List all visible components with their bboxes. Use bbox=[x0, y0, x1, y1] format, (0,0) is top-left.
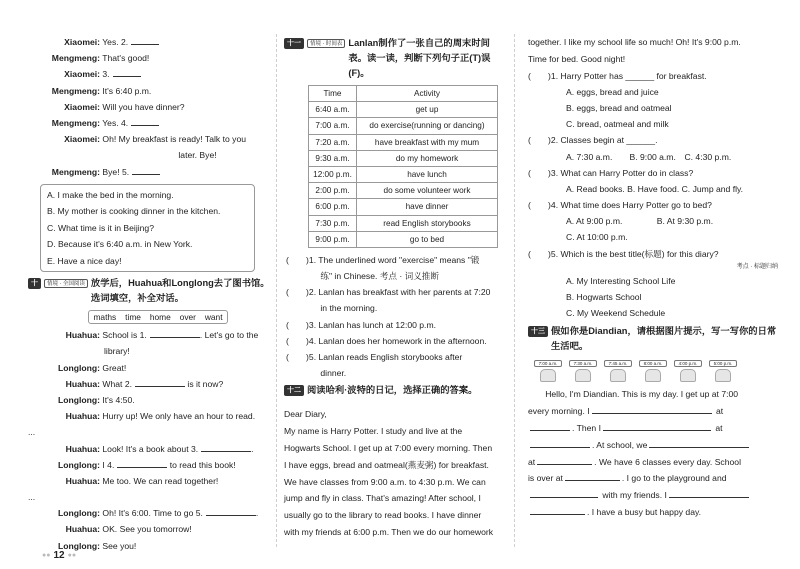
picture-prompt bbox=[569, 360, 597, 382]
picture-prompt bbox=[709, 360, 737, 382]
diary-text bbox=[284, 406, 506, 540]
dialogue-line bbox=[28, 147, 273, 163]
table-row bbox=[309, 183, 498, 199]
writing-text: with my friends. I bbox=[600, 490, 667, 501]
question-option: A. Read books. B. Have food. C. Jump and fly. bbox=[566, 183, 744, 194]
speaker-name: Huahua: bbox=[65, 475, 100, 486]
writing-task bbox=[528, 386, 778, 520]
dialogue-line bbox=[28, 131, 273, 147]
question-option: A. 7:30 a.m. B. 9:00 a.m. C. 4:30 p.m. bbox=[566, 151, 732, 162]
picture-time-label: 7:00 a.m. bbox=[534, 360, 562, 367]
table-row bbox=[309, 215, 498, 231]
speaker-name: Longlong: bbox=[58, 362, 100, 373]
speaker-name: Xiaomei: bbox=[64, 134, 100, 145]
writing-line bbox=[528, 420, 778, 437]
dialogue-text: That's good! bbox=[102, 53, 150, 64]
dialogue-line bbox=[28, 360, 273, 376]
time-cell: 6:40 a.m. bbox=[309, 102, 357, 118]
diary-line: My name is Harry Potter. I study and live at the bbox=[284, 426, 463, 437]
activity-cell: have breakfast with my mum bbox=[357, 134, 498, 150]
writing-line bbox=[528, 403, 778, 420]
dialogue-text: Oh! It's 6:00. Time to go 5. bbox=[102, 508, 203, 519]
word-bank bbox=[88, 310, 228, 324]
dialogue-text: Yes. 2. bbox=[102, 37, 129, 47]
dialogue-text: Oh! My breakfast is ready! Talk to you bbox=[102, 134, 246, 145]
writing-text: . We have 6 classes every day. School bbox=[594, 456, 741, 467]
dialogue-line bbox=[28, 343, 273, 359]
section-10-title: 放学后，Huahua和Longlong去了图书馆。选词填空，补全对话。 bbox=[90, 278, 270, 304]
speaker-name: Huahua: bbox=[65, 524, 100, 535]
section-11-title: Lanlan制作了一张自己的周末时间表。读一读，判断下列句子正(T)误(F)。 bbox=[348, 38, 491, 78]
tf-item: 练" in Chinese. 考点 · 词义推断 bbox=[286, 271, 439, 282]
dialogue-tail: . Let's go to the bbox=[199, 330, 259, 341]
section-10-heading bbox=[28, 276, 273, 306]
word-bank-item: home bbox=[149, 312, 171, 323]
dialogue-line bbox=[28, 34, 273, 50]
true-false-questions bbox=[284, 252, 506, 382]
writing-text: Hello, I'm Diandian. This is my day. I get up at 7:00 bbox=[528, 389, 739, 400]
answer-blank[interactable] bbox=[131, 35, 159, 45]
dialogue-text: ... bbox=[28, 427, 36, 438]
question-option: C. My Weekend Schedule bbox=[566, 308, 666, 319]
question-stem: ( )4. What time does Harry Potter go to bed? bbox=[528, 200, 712, 211]
dialogue-line bbox=[28, 376, 273, 392]
section-12-title: 阅读哈利·波特的日记，选择正确的答案。 bbox=[307, 385, 478, 396]
table-header-activity: Activity bbox=[357, 86, 498, 102]
writing-blank[interactable] bbox=[592, 404, 712, 414]
section-11-tag: 情境 · 时间表 bbox=[307, 39, 345, 48]
answer-blank[interactable] bbox=[206, 506, 259, 519]
speaker-name: Longlong: bbox=[58, 459, 100, 470]
options-box bbox=[40, 184, 255, 273]
tf-item: dinner. bbox=[286, 368, 347, 379]
dialogue-tail: . bbox=[251, 443, 254, 454]
dialogue-text: ... bbox=[28, 492, 36, 503]
tf-item: ( )5. Lanlan reads English storybooks after bbox=[286, 352, 463, 362]
writing-text: . Then I bbox=[572, 423, 601, 433]
dialogue-text: later. Bye! bbox=[178, 150, 217, 161]
dialogue-text: 3. bbox=[102, 69, 110, 80]
dialogue-text: It's 4:50. bbox=[102, 394, 135, 405]
writing-blank[interactable] bbox=[530, 488, 598, 498]
section-11-badge: 十一 bbox=[284, 38, 304, 49]
option-item: C. What time is it in Beijing? bbox=[47, 222, 154, 233]
dialogue-line bbox=[28, 473, 273, 489]
picture-time-label: 4:00 p.m. bbox=[674, 360, 702, 367]
speaker-name: Xiaomei: bbox=[64, 101, 100, 112]
diary-line: Dear Diary, bbox=[284, 409, 327, 420]
speaker-name: Xiaomei: bbox=[64, 69, 100, 80]
writing-blank[interactable] bbox=[565, 471, 620, 481]
dialogue-text: It's 6:40 p.m. bbox=[102, 85, 152, 96]
picture-time-label: 5:00 p.m. bbox=[709, 360, 737, 367]
schedule-table bbox=[308, 85, 498, 248]
diary-line: jump and fly in class. That's amazing! After school, I bbox=[284, 493, 481, 504]
dialogue-text: OK. See you tomorrow! bbox=[102, 524, 192, 535]
speaker-name: Mengmeng: bbox=[51, 85, 100, 96]
dialogue-line bbox=[28, 50, 273, 66]
picture-prompt bbox=[674, 360, 702, 382]
picture-figure-icon bbox=[540, 369, 556, 382]
dialogue-line bbox=[28, 164, 273, 180]
picture-time-label: 8:00 a.m. bbox=[639, 360, 667, 367]
tf-item: ( )2. Lanlan has breakfast with her parents at 7:20 bbox=[286, 287, 491, 298]
question-option: B. eggs, bread and oatmeal bbox=[566, 102, 672, 113]
dialogue-text: See you! bbox=[102, 540, 137, 551]
question-option: C. bread, oatmeal and milk bbox=[566, 119, 669, 130]
writing-line bbox=[528, 386, 778, 403]
writing-text: . I go to the playground and bbox=[621, 473, 727, 484]
word-bank-item: over bbox=[179, 312, 196, 323]
writing-text: at bbox=[712, 423, 723, 433]
activity-cell: get up bbox=[357, 102, 498, 118]
speaker-name: Huahua: bbox=[65, 443, 100, 454]
picture-prompt bbox=[534, 360, 562, 382]
option-item: B. My mother is cooking dinner in the kitchen. bbox=[47, 206, 221, 217]
diary-line: Hogwarts School. I get up at 7:00 every morning. Then bbox=[284, 442, 493, 453]
speaker-name: Longlong: bbox=[58, 394, 100, 405]
answer-blank[interactable] bbox=[113, 67, 141, 77]
activity-cell: read English storybooks bbox=[357, 215, 498, 231]
dialogue-tail: to read this book! bbox=[167, 459, 236, 470]
writing-blank[interactable] bbox=[530, 438, 590, 448]
question-option: A. At 9:00 p.m. B. At 9:30 p.m. bbox=[566, 216, 714, 227]
dialogue-text: Me too. We can read together! bbox=[102, 475, 219, 486]
diary-line: Time for bed. Good night! bbox=[528, 53, 626, 64]
option-item: E. Have a nice day! bbox=[47, 255, 122, 266]
dialogue-line bbox=[28, 66, 273, 82]
dialogue-text: I 4. bbox=[102, 459, 115, 470]
table-row bbox=[309, 134, 498, 150]
table-row bbox=[309, 150, 498, 166]
picture-figure-icon bbox=[645, 369, 661, 382]
column-divider-1 bbox=[276, 34, 277, 547]
section-13-badge: 十三 bbox=[528, 326, 548, 337]
writing-blank[interactable] bbox=[530, 505, 585, 515]
activity-cell: have lunch bbox=[357, 166, 498, 182]
writing-text: at bbox=[713, 406, 724, 417]
table-row bbox=[309, 166, 498, 182]
dialogue-line bbox=[28, 424, 273, 440]
dialogue-text: Will you have dinner? bbox=[102, 101, 185, 112]
writing-blank[interactable] bbox=[603, 421, 711, 431]
section-10-tag: 情境 · 全国阅读 bbox=[44, 279, 88, 288]
dialogue-line bbox=[28, 115, 273, 131]
answer-blank[interactable] bbox=[132, 165, 160, 175]
question-stem: ( )2. Classes begin at ______. bbox=[528, 135, 658, 146]
question-option: B. Hogwarts School bbox=[566, 292, 642, 303]
section-10-badge: 十 bbox=[28, 278, 41, 289]
question-stem: ( )5. Which is the best title(标题) for this diary? bbox=[528, 248, 719, 259]
dialogue-huahua-longlong bbox=[28, 327, 273, 554]
page-number: 12 bbox=[53, 550, 65, 561]
dialogue-line bbox=[28, 441, 273, 457]
picture-figure-icon bbox=[715, 369, 731, 382]
speaker-name: Mengmeng: bbox=[51, 117, 100, 128]
activity-cell: do exercise(running or dancing) bbox=[357, 118, 498, 134]
question-option: 考点 · 标题归纳 bbox=[736, 263, 778, 270]
writing-line bbox=[528, 504, 778, 521]
time-cell: 12:00 p.m. bbox=[309, 166, 357, 182]
time-cell: 7:30 p.m. bbox=[309, 215, 357, 231]
picture-figure-icon bbox=[575, 369, 591, 382]
table-row bbox=[309, 231, 498, 247]
writing-blank[interactable] bbox=[537, 455, 592, 465]
dialogue-text: library! bbox=[104, 346, 130, 357]
dialogue-line bbox=[28, 521, 273, 537]
dialogue-text: School is 1. bbox=[102, 330, 147, 341]
column-left bbox=[28, 34, 273, 554]
activity-cell: have dinner bbox=[357, 199, 498, 215]
dialogue-line bbox=[28, 83, 273, 99]
writing-line bbox=[528, 470, 778, 487]
writing-text: every morning. I bbox=[528, 406, 590, 417]
word-bank-item: maths bbox=[93, 312, 117, 323]
option-item: D. Because it's 6:40 a.m. in New York. bbox=[47, 239, 193, 250]
answer-blank[interactable] bbox=[131, 116, 159, 126]
tf-item: ( )1. The underlined word "exercise" means "锻 bbox=[286, 254, 480, 265]
picture-prompt bbox=[639, 360, 667, 382]
table-header-time: Time bbox=[309, 86, 357, 102]
time-cell: 9:00 p.m. bbox=[309, 231, 357, 247]
picture-figure-icon bbox=[680, 369, 696, 382]
speaker-name: Huahua: bbox=[65, 378, 100, 389]
column-divider-2 bbox=[514, 34, 515, 547]
writing-text: is over at bbox=[528, 473, 563, 484]
writing-blank[interactable] bbox=[649, 438, 749, 448]
tf-item: in the morning. bbox=[286, 303, 378, 314]
dialogue-text: Hurry up! We only have an hour to read. bbox=[102, 411, 256, 422]
answer-blank[interactable] bbox=[150, 328, 200, 338]
column-middle bbox=[284, 34, 506, 541]
section-13-heading bbox=[528, 324, 778, 354]
time-cell: 7:00 a.m. bbox=[309, 118, 357, 134]
tf-item: ( )4. Lanlan does her homework in the afternoon. bbox=[286, 335, 487, 346]
activity-cell: do my homework bbox=[357, 150, 498, 166]
dialogue-text: Bye! 5. bbox=[102, 166, 130, 177]
page-footer: ●● 12 ●● bbox=[42, 550, 77, 561]
speaker-name: Longlong: bbox=[58, 508, 100, 519]
dialogue-line bbox=[28, 489, 273, 505]
activity-cell: go to bed bbox=[357, 231, 498, 247]
writing-line bbox=[528, 454, 778, 471]
speaker-name: Longlong: bbox=[58, 540, 100, 551]
time-cell: 9:30 a.m. bbox=[309, 150, 357, 166]
answer-blank[interactable] bbox=[201, 442, 254, 454]
table-row bbox=[309, 199, 498, 215]
multiple-choice-questions bbox=[528, 68, 778, 322]
writing-text: at bbox=[528, 456, 536, 467]
dialogue-text: Yes. 4. bbox=[102, 117, 129, 128]
dialogue-line bbox=[28, 457, 273, 473]
dialogue-line bbox=[28, 408, 273, 424]
dialogue-text: Great! bbox=[102, 362, 127, 373]
speaker-name: Huahua: bbox=[65, 330, 100, 341]
column-right bbox=[528, 34, 778, 521]
question-option: C. At 10:00 p.m. bbox=[566, 232, 628, 243]
diary-line: I have eggs, bread and oatmeal(燕麦粥) for breakfast. bbox=[284, 459, 489, 470]
table-row bbox=[309, 102, 498, 118]
picture-time-label: 7:30 a.m. bbox=[569, 360, 597, 367]
speaker-name: Huahua: bbox=[65, 411, 100, 422]
time-cell: 7:20 a.m. bbox=[309, 134, 357, 150]
writing-text: . I have a busy but happy day. bbox=[587, 506, 702, 517]
diary-line: with my friends at 6:00 p.m. Then we do our homework bbox=[284, 526, 494, 537]
picture-figure-icon bbox=[610, 369, 626, 382]
writing-blank[interactable] bbox=[530, 421, 570, 431]
section-13-title: 假如你是Diandian，请根据图片提示，写一写你的日常生活吧。 bbox=[551, 326, 777, 352]
question-stem: ( )3. What can Harry Potter do in class? bbox=[528, 167, 694, 178]
diary-line: usually go to the library to read books. I have dinner bbox=[284, 510, 482, 521]
time-cell: 6:00 p.m. bbox=[309, 199, 357, 215]
question-option: A. eggs, bread and juice bbox=[566, 86, 659, 97]
table-row bbox=[309, 118, 498, 134]
picture-prompt bbox=[604, 360, 632, 382]
writing-text: . At school, we bbox=[592, 439, 648, 450]
diary-text-continued bbox=[528, 34, 778, 68]
section-12-heading bbox=[284, 383, 506, 398]
dialogue-text: Look! It's a book about 3. bbox=[102, 443, 199, 454]
dialogue-line bbox=[28, 327, 273, 343]
dialogue-tail: . bbox=[255, 508, 259, 519]
word-bank-item: time bbox=[125, 312, 141, 323]
dialogue-line bbox=[28, 99, 273, 115]
question-option: A. My Interesting School Life bbox=[566, 275, 676, 286]
writing-line bbox=[528, 437, 778, 454]
picture-time-label: 7:45 a.m. bbox=[604, 360, 632, 367]
writing-line bbox=[528, 487, 778, 504]
dialogue-line bbox=[28, 505, 273, 521]
speaker-name: Xiaomei: bbox=[64, 37, 100, 47]
answer-blank[interactable] bbox=[117, 458, 167, 468]
dialogue-line bbox=[28, 392, 273, 408]
picture-prompts bbox=[534, 360, 778, 382]
diary-line: together. I like my school life so much! Oh! It's 9:00 p.m. bbox=[528, 37, 741, 47]
answer-blank[interactable] bbox=[135, 377, 185, 387]
activity-cell: do some volunteer work bbox=[357, 183, 498, 199]
option-item: A. I make the bed in the morning. bbox=[47, 189, 174, 200]
section-12-badge: 十二 bbox=[284, 385, 304, 396]
dialogue-xiaomei-mengmeng bbox=[28, 34, 273, 180]
section-11-heading bbox=[284, 36, 506, 81]
question-stem: ( )1. Harry Potter has ______ for breakfast. bbox=[528, 70, 707, 81]
dialogue-tail: is it now? bbox=[185, 378, 224, 389]
word-bank-item: want bbox=[204, 312, 223, 323]
writing-blank[interactable] bbox=[669, 488, 749, 498]
tf-item: ( )3. Lanlan has lunch at 12:00 p.m. bbox=[286, 319, 436, 330]
dialogue-text: What 2. bbox=[102, 378, 133, 389]
speaker-name: Mengmeng: bbox=[51, 166, 100, 177]
diary-line: We have classes from 9:00 a.m. to 4:30 p.m. We can bbox=[284, 476, 486, 487]
time-cell: 2:00 p.m. bbox=[309, 183, 357, 199]
speaker-name: Mengmeng: bbox=[51, 53, 100, 64]
